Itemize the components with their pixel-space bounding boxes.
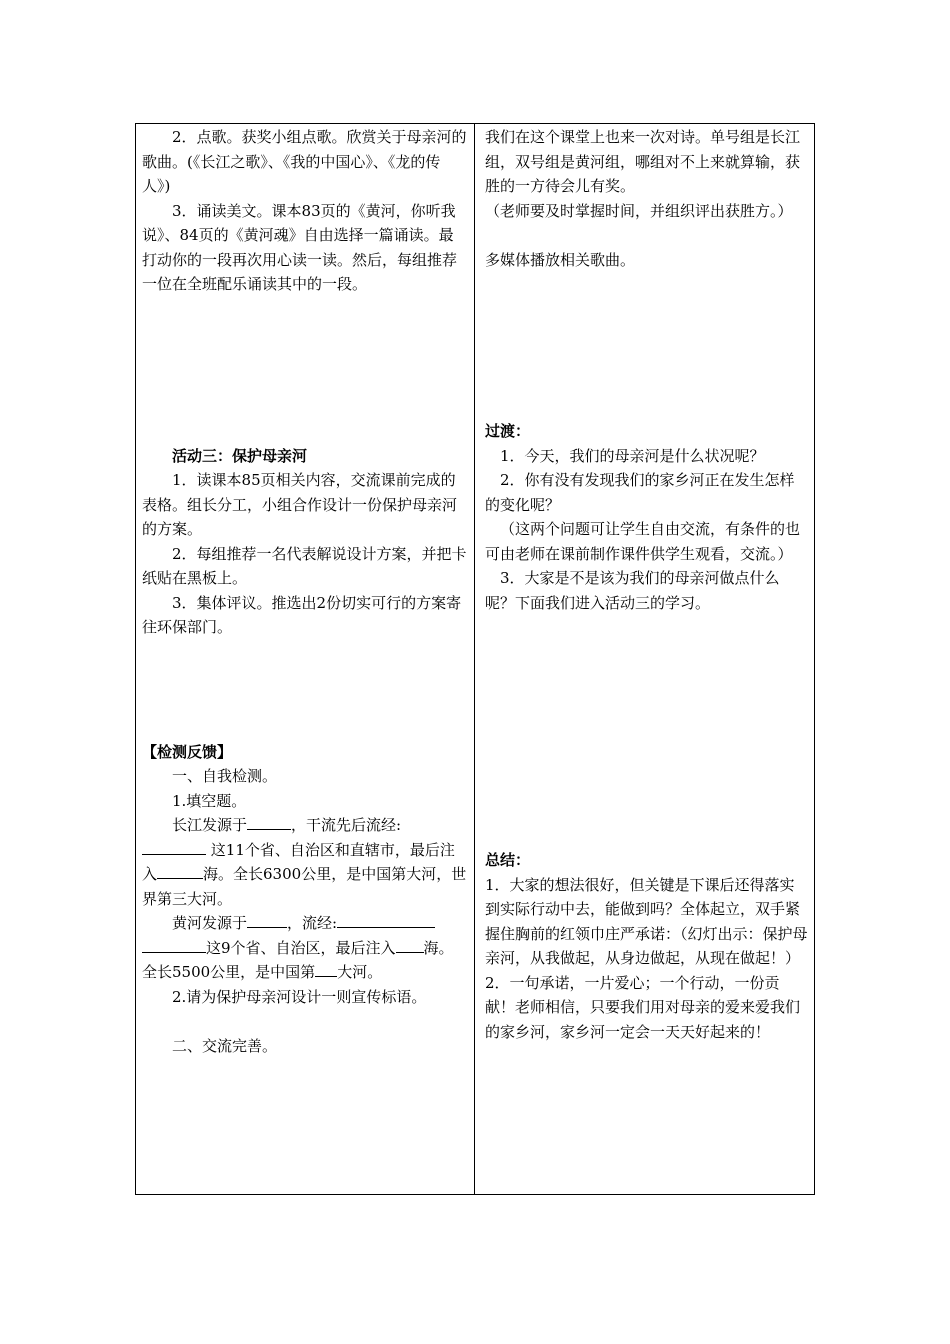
yangtze-source-text: 长江发源于 [172,816,248,834]
blank-line [337,911,435,928]
yellow-river-question-cont [142,936,468,985]
yangtze-length-text: 海。全长6300公里，是中国第大河，世界第三大河。 [142,865,467,908]
yellow-flow-text: ，流经: [287,914,338,932]
fill-blank-heading: 1.填空题。 [172,791,247,810]
summary-item-2: 2．一句承诺，一片爱心；一个行动，一份贡献！老师相信，只要我们用对母亲的爱来爱我们的家乡河，家乡河一定会一天天好起来的！ [485,973,801,1041]
yellow-rank-text: 大河。 [337,963,383,981]
media-note: 多媒体播放相关歌曲。 [485,250,636,269]
transition-note: （这两个问题可让学生自由交流，有条件的也可由老师在课前制作课件供学生观看，交流。） [485,520,801,563]
blank-line [142,838,206,855]
activity3-title: 活动三：保护母亲河 [172,446,308,465]
activity3-item-2: 2．每组推荐一名代表解说设计方案，并把卡纸贴在黑板上。 [142,544,467,587]
yellow-provinces-text: 这9个省、自治区，最后注入 [206,938,396,957]
activity3-item-1: 1．读课本85页相关内容，交流课前完成的表格。组长分工，小组合作设计一份保护母亲河的方案。 [142,471,458,538]
blank-line [142,936,206,953]
transition-title: 过渡： [485,422,531,440]
blank-line [247,813,291,830]
yangtze-question [142,813,468,838]
blank-line [315,960,337,977]
blank-line [157,862,203,879]
yellow-source-text: 黄河发源于 [172,914,248,932]
recite-item: 3．诵读美文。课本83页的《黄河，你听我说》、84页的《黄河魂》自由选择一篇诵读。最打动你的一段再次用心读一读。然后，每组推荐一位在全班配乐诵读其中的一段。 [142,201,458,293]
exchange-heading: 二、交流完善。 [172,1036,278,1055]
blank-line [396,936,424,953]
blank-line [247,911,287,928]
yellow-length-text: 海。全长5500公里，是中国第 [142,938,454,981]
slogan-question: 2.请为保护母亲河设计一则宣传标语。 [172,987,427,1006]
summary-title: 总结： [485,851,531,869]
right-column [476,123,814,1195]
left-column [136,123,474,1195]
transition-item-2: 2．你有没有发现我们的家乡河正在发生怎样的变化呢？ [485,471,795,514]
poem-contest-text: 我们在这个课堂上也来一次对诗。单号组是长江组，双号组是黄河组，哪组对不上来就算输，获胜的一方待会儿有奖。 [485,128,801,195]
feedback-title: 【检测反馈】 [142,742,233,761]
self-test-heading: 一、自我检测。 [172,767,278,785]
song-item: 2．点歌。获奖小组点歌。欣赏关于母亲河的歌曲。(《长江之歌》、《我的中国心》、《龙的传人》) [142,128,467,195]
yangtze-flow-text: ，干流先后流经: [291,816,402,834]
yangtze-provinces-text: 这11个省、自治区和直辖市，最后注入 [142,840,455,883]
yellow-river-question [142,911,468,936]
transition-item-3: 3．大家是不是该为我们的母亲河做点什么呢？下面我们进入活动三的学习。 [485,569,780,612]
column-divider [474,123,475,1195]
transition-item-1: 1．今天，我们的母亲河是什么状况呢？ [500,446,765,465]
activity3-item-3: 3．集体评议。推选出2份切实可行的方案寄往环保部门。 [142,593,462,636]
teacher-note: （老师要及时掌握时间，并组织评出获胜方。） [485,201,793,220]
yangtze-question-cont [142,838,468,912]
summary-item-1: 1．大家的想法很好，但关键是下课后还得落实到实际行动中去，能做到吗？全体起立，双手紧握住胸前的红领巾庄严承诺：（幻灯出示：保护母亲河，从我做起，从身边做起，从现在做起！） [485,875,808,967]
